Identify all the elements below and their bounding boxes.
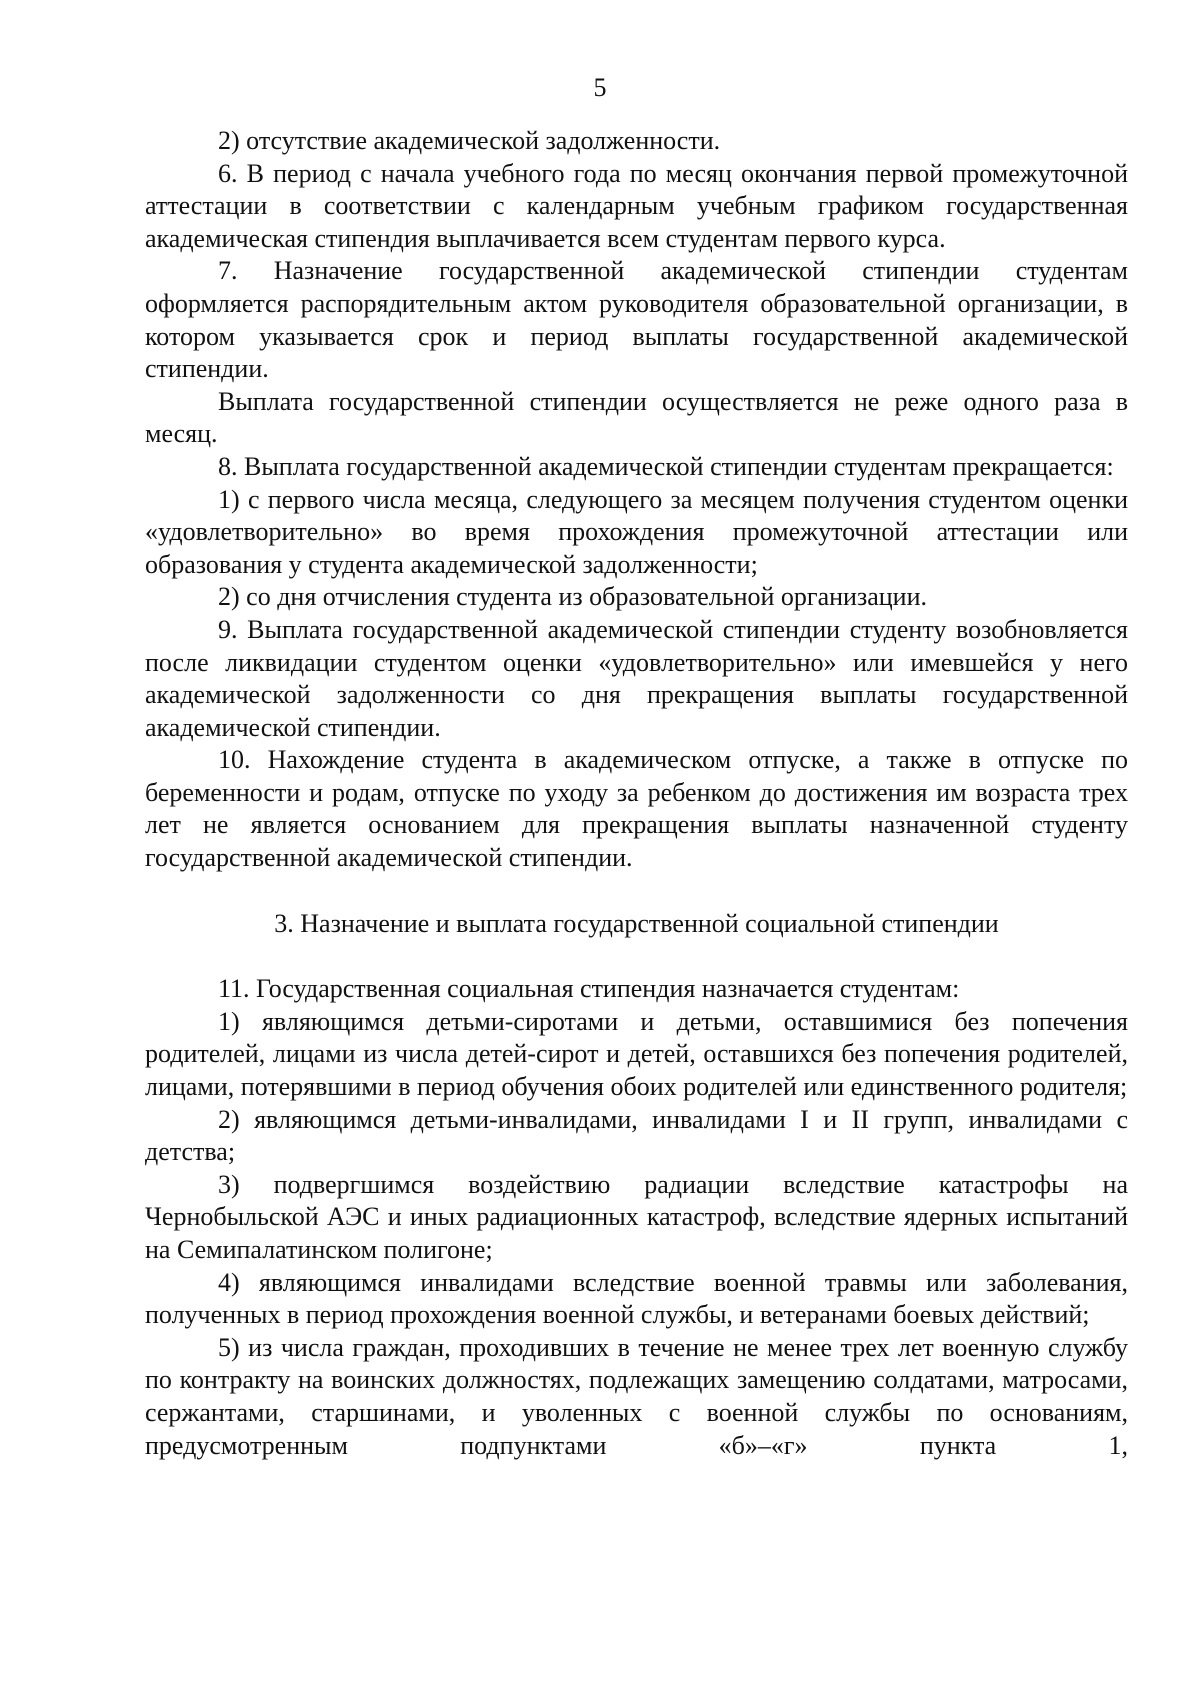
paragraph: 5) из числа граждан, проходивших в течение не менее трех лет военную службу по контракту на воинских должностях, подлежащих замещению солдатами, матросами, сержантами, старшинами, и уволенных с военной службы по основаниям, предусмотренным подпунктами «б»–«г» пункта 1, [145, 1332, 1128, 1460]
paragraph: 6. В период с начала учебного года по месяц окончания первой промежуточной аттестации в соответствии с календарным учебным графиком государственная академическая стипендия выплачивается всем студентам первого курса. [145, 158, 1128, 253]
page-number: 5 [593, 73, 607, 102]
paragraph: 1) с первого числа месяца, следующего за месяцем получения студентом оценки «удовлетворительно» во время прохождения промежуточной аттестации или образования у студента академической задолженности; [145, 484, 1128, 579]
paragraph: 2) отсутствие академической задолженности. [218, 126, 721, 155]
paragraph: 7. Назначение государственной академической стипендии студентам оформляется распорядительным актом руководителя образовательной организации, в котором указывается срок и период выплаты государственной академической стипендии. [145, 256, 1128, 384]
paragraph: 10. Нахождение студента в академическом отпуске, а также в отпуске по беременности и родам, отпуске по уходу за ребенком до достижения им возраста трех лет не является основанием для прекращения выплаты назначенной студенту государственной академической стипендии. [145, 745, 1128, 873]
paragraph: 8. Выплата государственной академической стипендии студентам прекращается: [218, 451, 1114, 481]
paragraph: 11. Государственная социальная стипендия назначается студентам: [218, 974, 960, 1004]
paragraph: 2) со дня отчисления студента из образовательной организации. [218, 582, 927, 612]
paragraph: Выплата государственной стипендии осуществляется не реже одного раза в месяц. [145, 386, 1128, 449]
paragraph: 1) являющимся детьми-сиротами и детьми, оставшимися без попечения родителей, лицами из числа детей-сирот и детей, оставшихся без попечения родителей, лицами, потерявшими в период обучения обоих родителей или единственного родителя; [145, 1006, 1128, 1102]
section-heading: 3. Назначение и выплата государственной социальной стипендии [274, 908, 999, 938]
paragraph: 3) подвергшимся воздействию радиации вследствие катастрофы на Чернобыльской АЭС и иных радиационных катастроф, вследствие ядерных испытаний на Семипалатинском полигоне; [145, 1169, 1128, 1264]
paragraph: 9. Выплата государственной академической стипендии студенту возобновляется после ликвидации студентом оценки «удовлетворительно» или имевшейся у него академической задолженности со дня прекращения выплаты государственной академической стипендии. [145, 614, 1128, 742]
paragraph: 2) являющимся детьми-инвалидами, инвалидами I и II групп, инвалидами с детства; [145, 1104, 1128, 1167]
document-body [145, 125, 1128, 1462]
paragraph: 4) являющимся инвалидами вследствие военной травмы или заболевания, полученных в период прохождения военной службы, и ветеранами боевых действий; [145, 1267, 1128, 1330]
